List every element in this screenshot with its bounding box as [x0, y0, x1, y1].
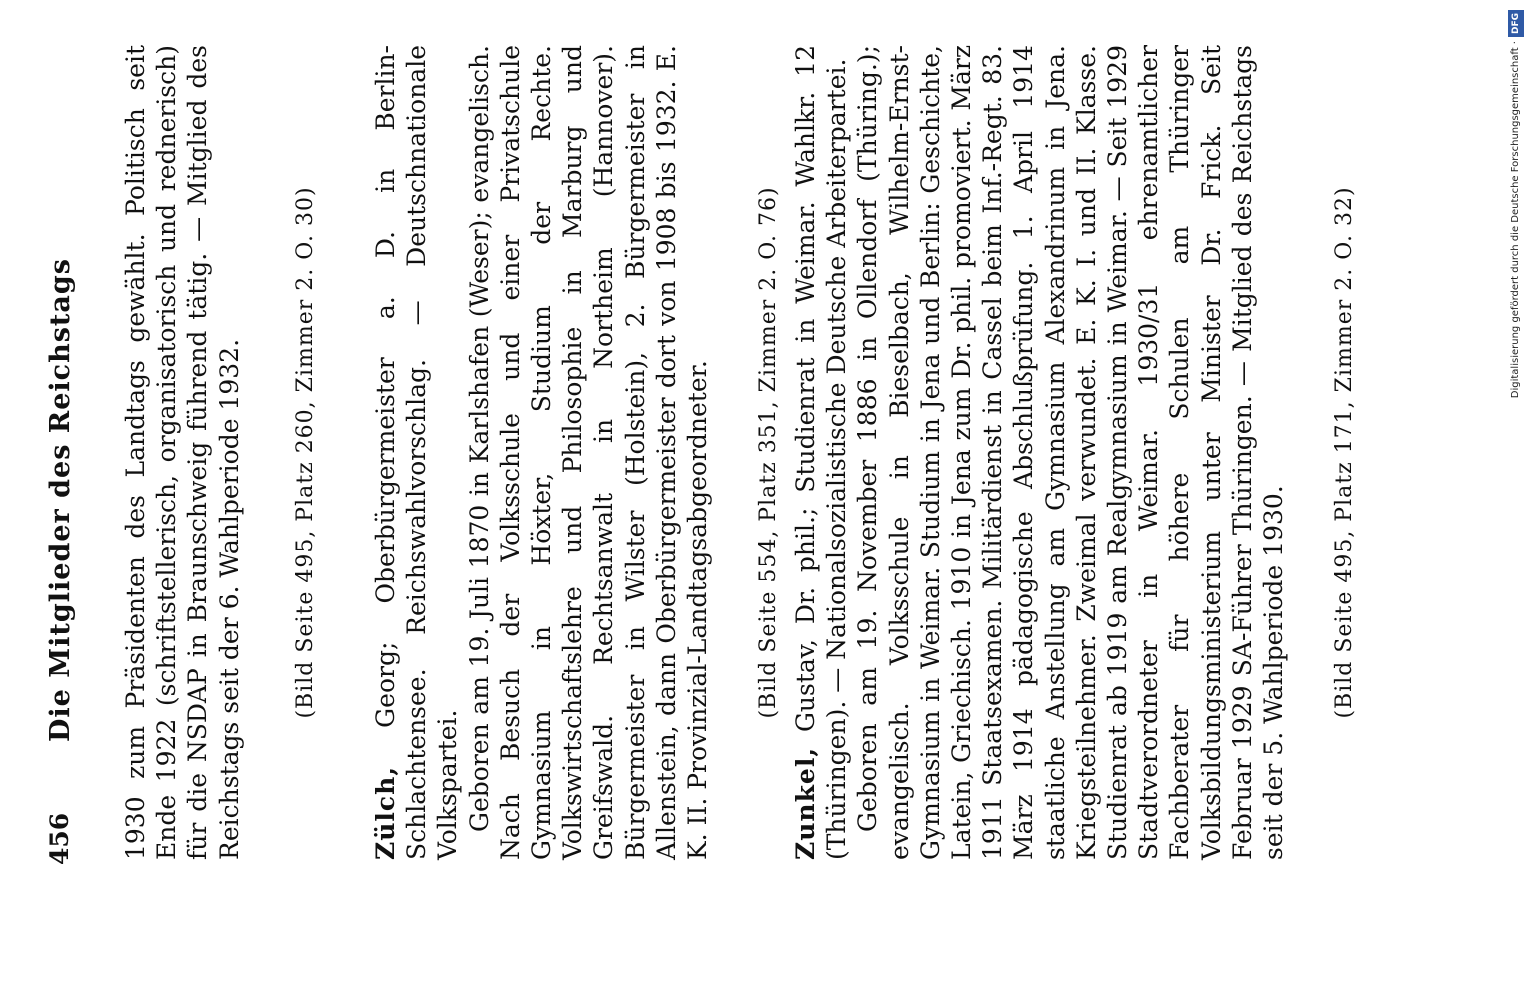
digitization-note: Digitalisierung gefördert durch die Deutsche Forschungsgemeinschaft ·	[1510, 41, 1521, 399]
picture-reference: (Bild Seite 554, Platz 351, Zimmer 2. O. 76)	[756, 186, 782, 719]
entry-zuelch	[370, 45, 784, 860]
dfg-logo: DFG	[1508, 10, 1524, 37]
page-header	[45, 0, 85, 1000]
entry-continuation-text: 1930 zum Präsidenten des Landtags gewählt. Politisch seit Ende 1922 (schriftstellerisch, organisatorisch und rednerisch) für die NSDAP in Braunschweig führend tätig. — Mitglied des Reichstags seit der 6. Wahlperiode 1932.	[121, 45, 244, 860]
entry-intro: Gustav, Dr. phil.; Studienrat in Weimar. Wahlkr. 12 (Thüringen). — Nationalsozialistische Deutsche Arbeiterpartei.	[791, 45, 852, 860]
entry-continuation	[120, 45, 321, 860]
entry-name: Zunkel,	[791, 746, 820, 860]
entry-intro: Georg; Oberbürgermeister a. D. in Berlin-Schlachtensee. Reichswahlvorschlag. — Deutschnationale Volkspartei.	[371, 45, 463, 860]
picture-reference: (Bild Seite 495, Platz 260, Zimmer 2. O. 30)	[292, 186, 318, 719]
running-title: Die Mitglieder des Reichstags	[45, 258, 76, 742]
entry-biography: Geboren am 19. Juli 1870 in Karlshafen (Weser); evangelisch. Nach Besuch der Volksschule und einer Privatschule Gymnasium in Höxter, Studium der Rechte. Volkswirtschaftslehre und Philosophie in Marburg und Greifswald. Rechtsanwalt in Northeim (Hannover). Bürgermeister in Wilster (Holstein), 2. Bürgermeister in Allenstein, dann Oberbürgermeister dort von 1908 bis 1932. E. K. II. Provinzial-Landtagsabgeordneter.	[464, 45, 713, 860]
entry-zunkel	[790, 45, 1360, 860]
digitization-credit	[1508, 10, 1524, 990]
page-number: 456	[45, 812, 74, 865]
picture-reference: (Bild Seite 495, Platz 171, Zimmer 2. O. 32)	[1332, 186, 1358, 719]
entry-name: Zülch,	[371, 765, 400, 860]
entry-biography: Geboren am 19. November 1886 in Ollendorf (Thüring.); evangelisch. Volksschule in Bieselbach, Wilhelm-Ernst-Gymnasium in Weimar. Studium in Jena und Berlin: Geschichte, Latein, Griechisch. 1910 in Jena zum Dr. phil. promoviert. März 1911 Staatsexamen. Militärdienst in Cassel beim Inf.-Regt. 83. März 1914 pädagogische Abschlußprüfung. 1. April 1914 staatliche Anstellung am Gymnasium Alexandrinum in Jena. Kriegsteilnehmer. Zweimal verwundet. E. K. I. und II. Klasse. Studienrat ab 1919 am Realgymnasium in Weimar. — Seit 1929 Stadtverordneter in Weimar. 1930/31 ehrenamtlicher Fachberater für höhere Schulen am Thüringer Volksbildungsministerium unter Minister Dr. Frick. Seit Februar 1929 SA-Führer Thüringen. — Mitglied des Reichstags seit der 5. Wahlperiode 1930.	[853, 45, 1289, 860]
